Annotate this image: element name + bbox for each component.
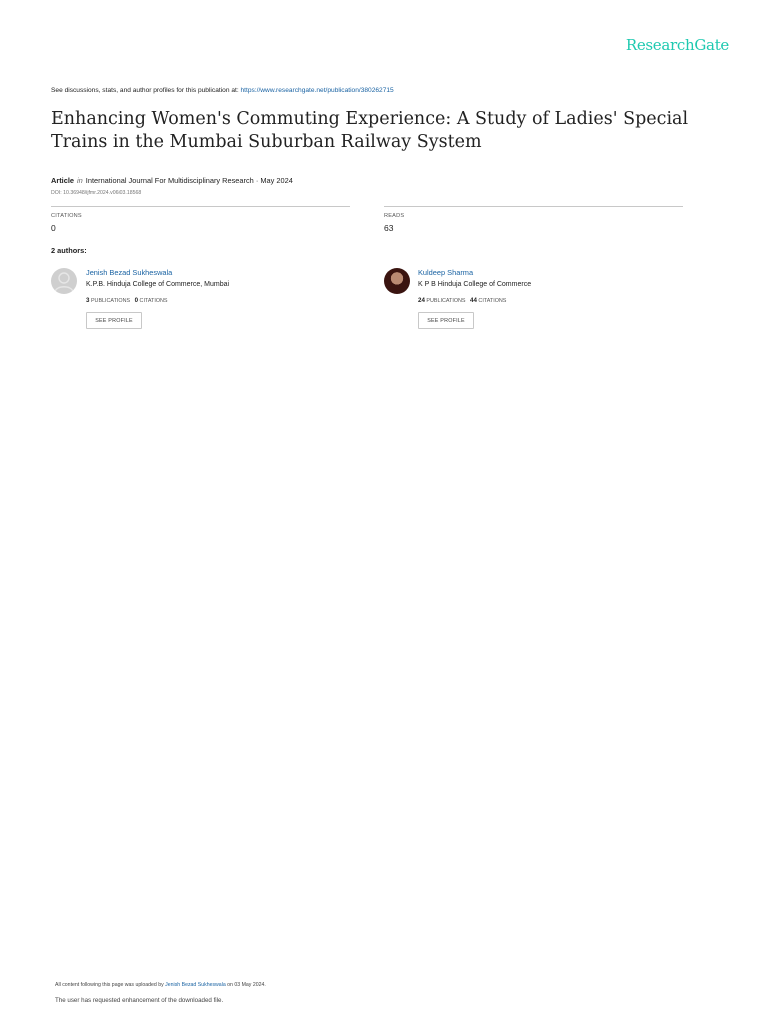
reads-value: 63 [384,223,394,233]
reads-label: READS [384,213,405,219]
author-citations-label: CITATIONS [139,298,168,304]
publication-doi[interactable]: DOI: 10.36948/ijfmr.2024.v06i03.18568 [51,190,142,196]
publication-venue[interactable]: International Journal For Multidisciplinary Research · May 2024 [85,176,293,185]
person-silhouette-icon [51,268,77,294]
default-avatar-icon[interactable] [51,268,77,294]
citations-value: 0 [51,223,56,233]
see-profile-button[interactable]: SEE PROFILE [86,312,142,329]
author-publications-count: 3 [86,297,90,304]
researchgate-logo[interactable]: ResearchGate [625,36,729,54]
author-stats [418,297,506,304]
author-publications-label: PUBLICATIONS [90,298,131,304]
publication-type: Article [51,176,75,185]
author-institution: K P B Hinduja College of Commerce [418,281,532,288]
author-name-link[interactable]: Jenish Bezad Sukheswala [86,268,173,277]
divider-left [51,206,350,207]
authors-heading: 2 authors: [51,246,87,255]
enhancement-note: The user has requested enhancement of the downloaded file. [55,997,224,1004]
author-institution: K.P.B. Hinduja College of Commerce, Mumbai [86,281,230,288]
author-publications-count: 24 [418,297,425,304]
author-stats [86,297,168,304]
publication-meta [51,176,293,185]
publication-title: Enhancing Women's Commuting Experience: A Study of Ladies' Special Trains in the Mumbai Suburban Railway System [51,109,689,152]
uploader-link[interactable]: Jenish Bezad Sukheswala [165,982,226,988]
author-publications-label: PUBLICATIONS [426,298,466,304]
see-profile-button[interactable]: SEE PROFILE [418,312,474,329]
profile-photo[interactable] [384,268,410,294]
upload-suffix: on 03 May 2024. [225,982,266,988]
in-word: in [77,176,83,185]
discussion-prefix: See discussions, stats, and author profiles for this publication at: [51,87,241,94]
publication-url-link[interactable]: https://www.researchgate.net/publication/380262715 [240,87,394,94]
upload-notice [55,982,266,988]
upload-prefix: All content following this page was uploaded by [55,982,166,988]
discussion-line [51,87,394,94]
citations-label: CITATIONS [51,213,82,219]
author-citations-count: 0 [134,297,139,304]
author-name-link[interactable]: Kuldeep Sharma [418,268,474,277]
author-citations-count: 44 [470,297,477,304]
author-citations-label: CITATIONS [478,298,507,304]
divider-right [384,206,683,207]
